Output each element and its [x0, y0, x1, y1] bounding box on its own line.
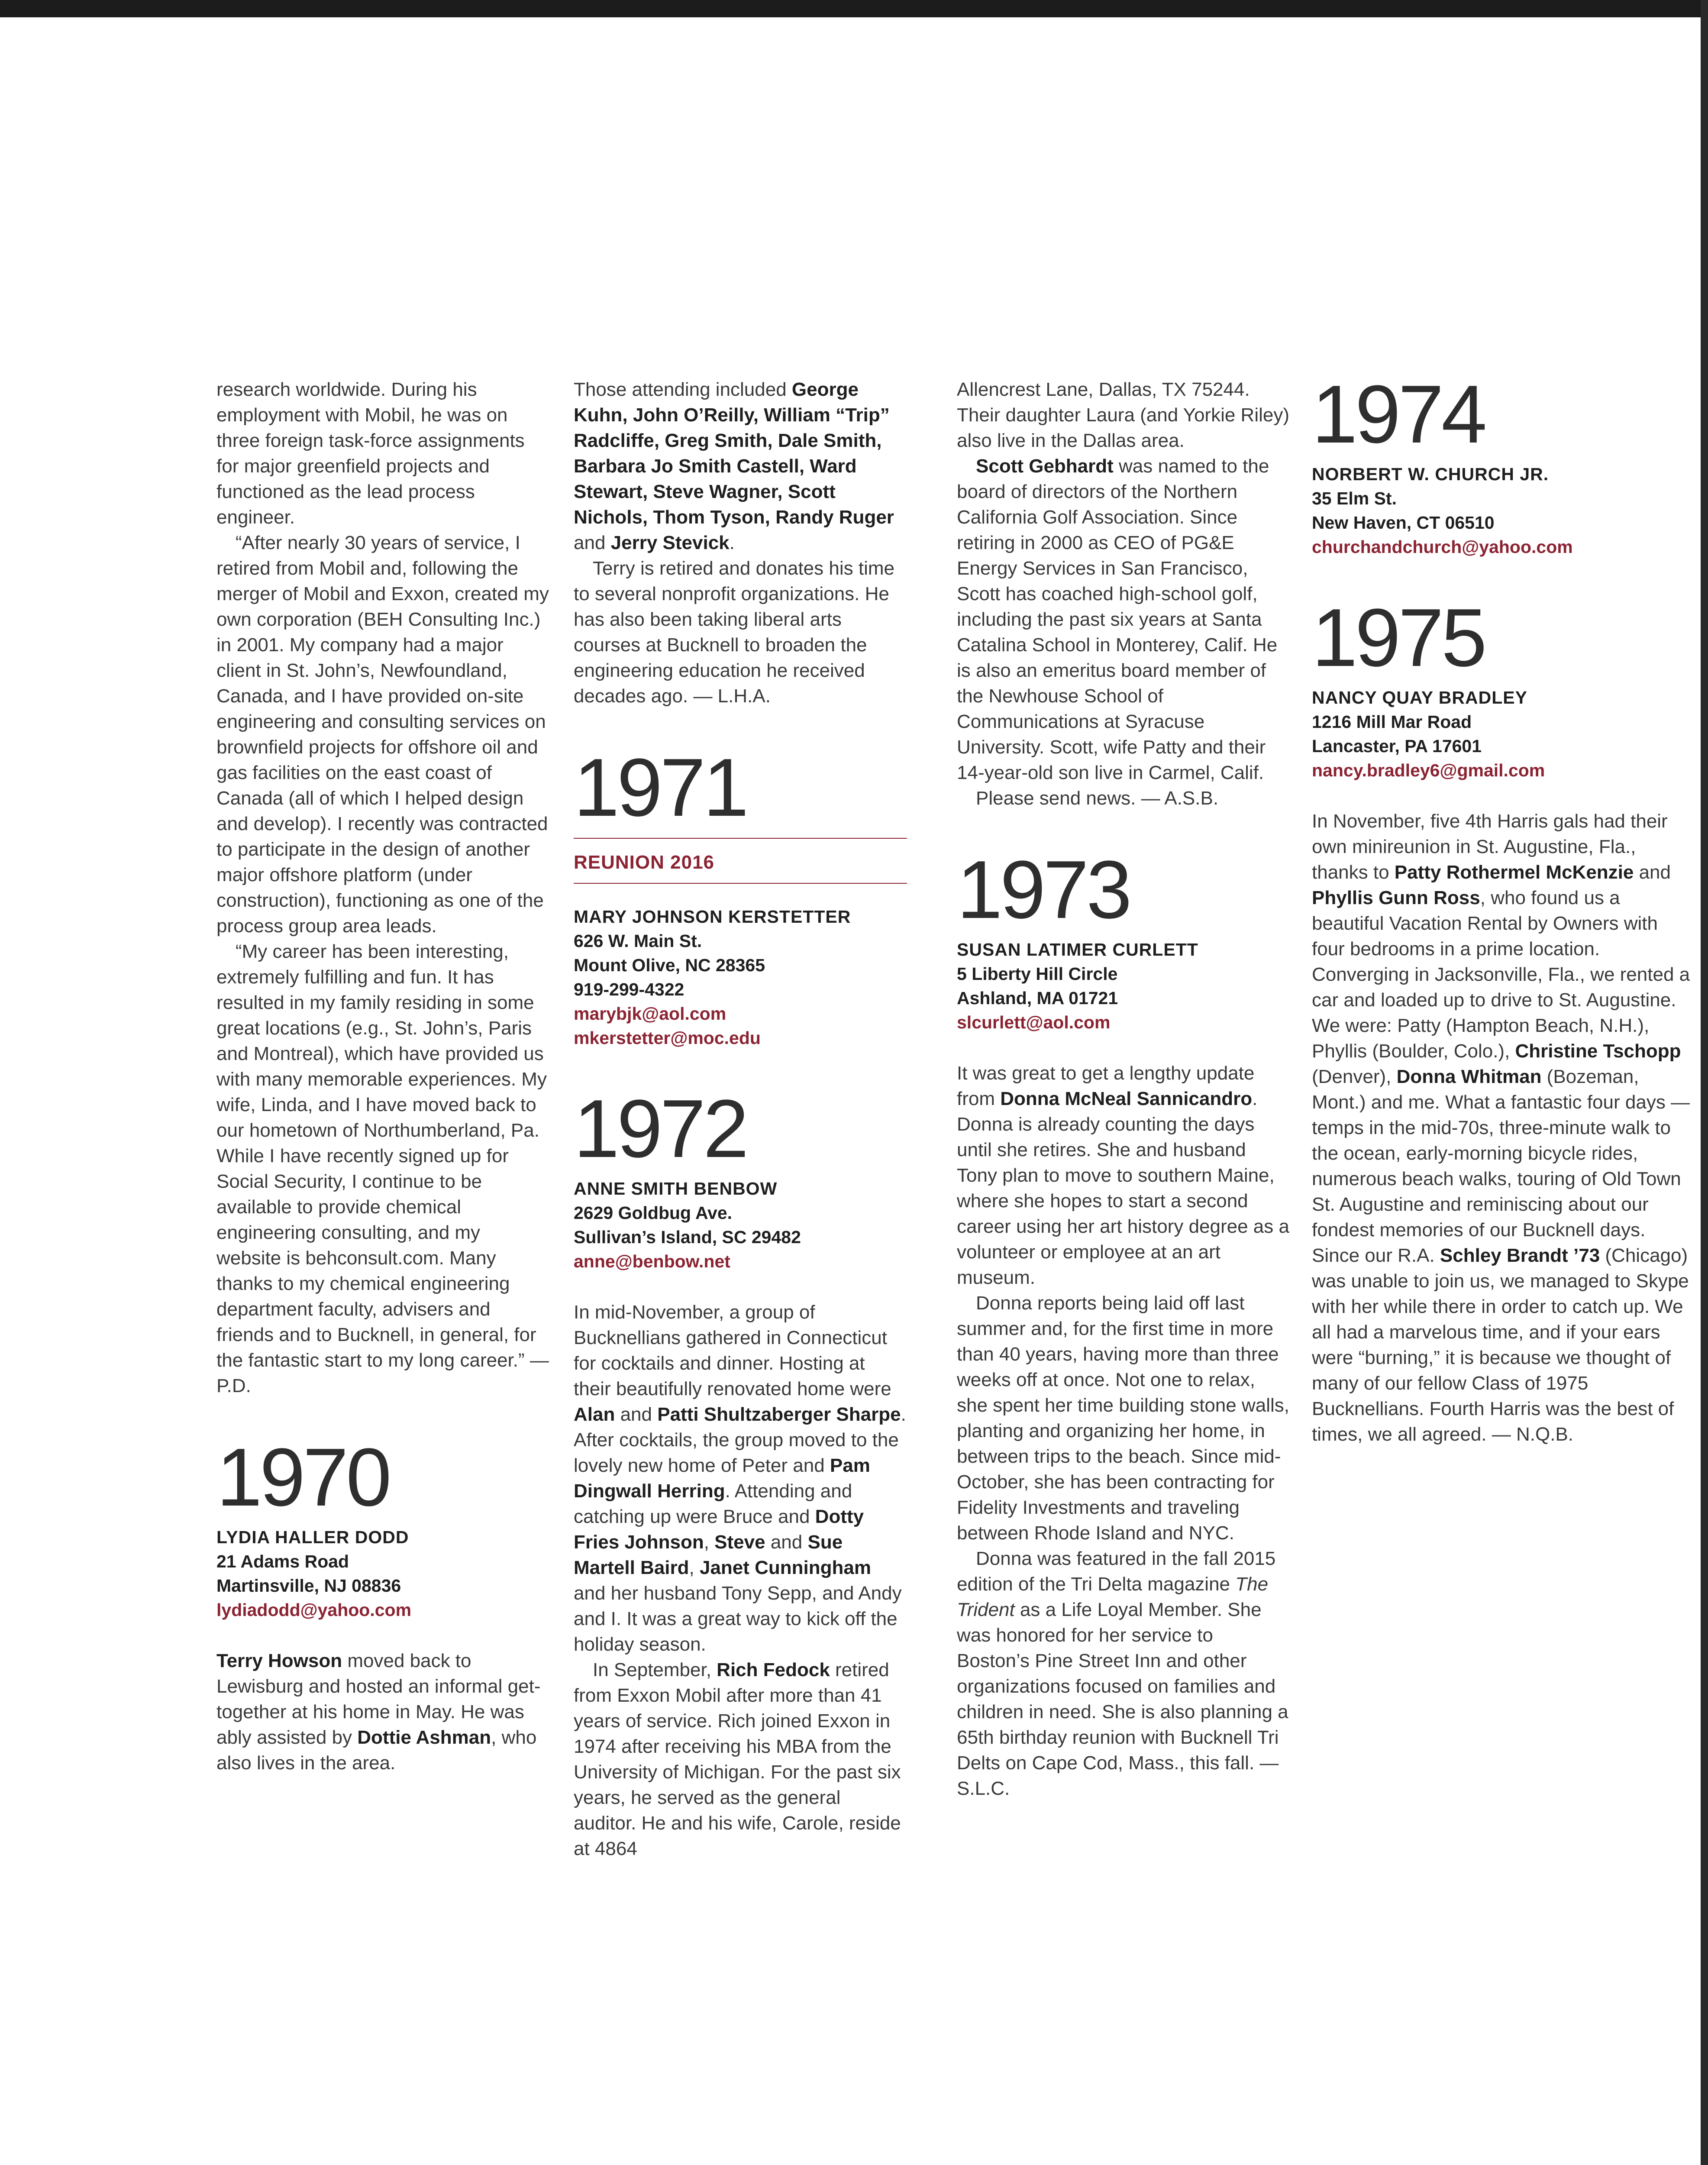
email-link[interactable]: anne@benbow.net [574, 1251, 730, 1271]
text-run: . Donna is already counting the days until she retires. She and husband Tony plan to move to southern Maine, where she hopes to start a second career using her art history degree as a volunteer or employee at an art museum. [957, 1088, 1289, 1288]
reunion-label: REUNION 2016 [574, 852, 715, 873]
column-2 [574, 377, 907, 1861]
text-run: Donna was featured in the fall 2015 edition of the Tri Delta magazine [957, 1548, 1276, 1595]
class-secretary-contact [957, 937, 1290, 1034]
paragraph: Allencrest Lane, Dallas, TX 75244. Their daughter Laura (and Yorkie Riley) also live in the Dallas area. [957, 379, 1290, 451]
class-year-heading: 1971 [574, 742, 746, 834]
address-line: New Haven, CT 06510 [1312, 513, 1495, 533]
alumni-name: Dottie Ashman [357, 1727, 491, 1748]
alumni-name: Jerry Stevick [610, 532, 730, 553]
text-run: (Chicago) was unable to join us, we managed to Skype with her while there in order to catch up. We all had a marvelous time, and if your ears were “burning,” it is because we thought of many of our fellow Class of 1975 Bucknellians. Fourth Harris was the best of times, we all agreed. — N.Q.B. [1312, 1245, 1689, 1445]
alumni-name: Donna McNeal Sannicandro [1000, 1088, 1253, 1109]
class-secretary-contact [1312, 462, 1693, 559]
email-link[interactable]: slcurlett@aol.com [957, 1012, 1111, 1032]
class-secretary-contact [216, 1525, 550, 1622]
address-line: 35 Elm St. [1312, 488, 1397, 508]
paragraph [957, 1060, 1290, 1290]
paragraph: Please send news. — A.S.B. [976, 788, 1219, 809]
paragraph: “My career has been interesting, extremely fulfilling and fun. It has resulted in my family residing in some great locations (e.g., St. John’s, Paris and Montreal), which have provided us with many memorable experiences. My wife, Linda, and I have moved back to our hometown of Northumberland, Pa. While I have recently signed up for Social Security, I continue to be available to provide chemical engineering consulting, and my website is behconsult.com. Many thanks to my chemical engineering department faculty, advisers and friends and to Bucknell, in general, for the fantastic start to my long career.” — P.D. [216, 941, 549, 1396]
alumni-name: Schley Brandt ’73 [1440, 1245, 1600, 1266]
paragraph [574, 1657, 907, 1861]
class-year-heading: 1973 [957, 844, 1130, 936]
text-run: In mid-November, a group of Bucknellians gathered in Connecticut for cocktails and dinner. Hosting at their beautifully renovated home were [574, 1302, 891, 1399]
text-run: and [1634, 862, 1671, 883]
text-run: , [704, 1532, 715, 1553]
text-run: was named to the board of directors of the Northern California Golf Association. Since retiring in 2000 as CEO of PG&E Energy Services in San Francisco, Scott has coached high-school golf, including the past six years at Santa Catalina School in Monterey, Calif. He is also an emeritus board member of the Newhouse School of Communications at Syracuse University. Scott, wife Patty and their 14-year-old son live in Carmel, Calif. [957, 456, 1278, 783]
email-link[interactable]: lydiadodd@yahoo.com [216, 1600, 412, 1620]
text-run: and her husband Tony Sepp, and Andy and I. It was a great way to kick off the holiday season. [574, 1583, 902, 1655]
class-secretary-contact [574, 905, 907, 1050]
address-line: 2629 Goldbug Ave. [574, 1203, 733, 1223]
paragraph [574, 377, 907, 556]
alumni-name: Steve [714, 1532, 765, 1553]
alumni-name: Donna Whitman [1396, 1066, 1542, 1087]
scan-right-edge [1701, 0, 1708, 2165]
alumni-name: Scott Gebhardt [976, 456, 1114, 477]
column-4 [1312, 368, 1693, 1447]
text-run: It was great to get a lengthy update from [957, 1063, 1255, 1109]
text-run: and [615, 1404, 658, 1425]
class-secretary-contact [574, 1176, 907, 1273]
text-run: , [689, 1557, 700, 1578]
text-run: and [574, 532, 611, 553]
text-run: and [765, 1532, 808, 1553]
paragraph [216, 1648, 550, 1776]
class-secretary-contact [1312, 685, 1693, 782]
address-line: 1216 Mill Mar Road [1312, 712, 1472, 732]
text-run: . After cocktails, the group moved to the lovely new home of Peter and [574, 1404, 906, 1476]
text-run: (Denver), [1312, 1066, 1397, 1087]
paragraph [574, 1299, 907, 1657]
secretary-name: NORBERT W. CHURCH JR. [1312, 464, 1549, 484]
secretary-name: ANNE SMITH BENBOW [574, 1179, 778, 1199]
address-line: 21 Adams Road [216, 1551, 349, 1571]
alumni-name: Dotty Fries Johnson [574, 1506, 864, 1553]
text-run: In November, five 4th Harris gals had their own minireunion in St. Augustine, Fla., thanks to [1312, 811, 1668, 883]
text-run: . [729, 532, 735, 553]
text-run: , who found us a beautiful Vacation Rental by Owners with four bedrooms in a prime location. Converging in Jacksonville, Fla., we rented a car and loaded up to drive to St. Augustine. We were: Patty (Hampton Beach, N.H.), Phyllis (Boulder, Colo.), [1312, 887, 1690, 1062]
text-run: moved back to Lewisburg and hosted an informal get-together at his home in May. He was ably assisted by [216, 1650, 541, 1748]
class-year-heading: 1972 [574, 1083, 746, 1175]
address-line: Mount Olive, NC 28365 [574, 955, 765, 975]
address-line: Martinsville, NJ 08836 [216, 1576, 401, 1596]
text-run: (Bozeman, Mont.) and me. What a fantastic four days — temps in the mid-70s, three-minute walk to the ocean, early-morning bicycle rides, numerous beach walks, touring of Old Town St. Augustine and reminiscing about our fondest memories of our Bucknell days. Since our R.A. [1312, 1066, 1690, 1266]
phone-number: 919-299-4322 [574, 979, 684, 999]
text-run: In September, [593, 1659, 717, 1680]
paragraph: research worldwide. During his employment with Mobil, he was on three foreign task-force assignments for major greenfield projects and functioned as the lead process engineer. [216, 379, 525, 528]
alumni-name: Patti Shultzaberger Sharpe [657, 1404, 901, 1425]
email-link[interactable]: marybjk@aol.com [574, 1004, 726, 1024]
text-run: . Attending and catching up were Bruce and [574, 1480, 852, 1527]
paragraph: Donna reports being laid off last summer and, for the first time in more than 40 years, having more than three weeks off at once. Not one to relax, she spent her time building stone walls, planting and organizing her home, in between trips to the beach. Since mid-October, she has been contracting for Fidelity Investments and traveling between Rhode Island and NYC. [957, 1293, 1289, 1544]
reunion-banner [574, 838, 907, 884]
email-link[interactable]: mkerstetter@moc.edu [574, 1028, 761, 1048]
scan-top-edge [0, 0, 1708, 17]
paragraph: Terry is retired and donates his time to several nonprofit organizations. He has also been taking liberal arts courses at Bucknell to broaden the engineering education he received decades ago. — L.H.A. [574, 558, 894, 707]
alumni-name: Phyllis Gunn Ross [1312, 887, 1480, 908]
secretary-name: NANCY QUAY BRADLEY [1312, 688, 1527, 708]
paragraph: “After nearly 30 years of service, I retired from Mobil and, following the merger of Mobil and Exxon, created my own corporation (BEH Consulting Inc.) in 2001. My company had a major client in St. John’s, Newfoundland, Canada, and I have provided on-site engineering and consulting services on brownfield projects for offshore oil and gas facilities on the east coast of Canada (all of which I helped design and develop). I recently was contracted to participate in the design of another major offshore platform (under construction), functioning as one of the process group area leads. [216, 532, 549, 937]
address-line: 626 W. Main St. [574, 931, 702, 951]
alumni-names: George Kuhn, John O’Reilly, William “Trip” Radcliffe, Greg Smith, Dale Smith, Barbara Jo Smith Castell, Ward Stewart, Steve Wagner, Scott Nichols, Thom Tyson, Randy Ruger [574, 379, 894, 528]
address-line: 5 Liberty Hill Circle [957, 964, 1118, 984]
paragraph [957, 1546, 1290, 1801]
alumni-name: Alan [574, 1404, 615, 1425]
alumni-name: Rich Fedock [717, 1659, 830, 1680]
email-link[interactable]: nancy.bradley6@gmail.com [1312, 760, 1545, 780]
address-line: Ashland, MA 01721 [957, 988, 1118, 1008]
column-1 [216, 377, 550, 1776]
email-link[interactable]: churchandchurch@yahoo.com [1312, 537, 1573, 557]
text-run: as a Life Loyal Member. She was honored for her service to Boston’s Pine Street Inn and other organizations focused on families and children in need. She is also planning a 65th birthday reunion with Bucknell Tri Delts on Cape Cod, Mass., this fall. — S.L.C. [957, 1599, 1288, 1799]
column-3 [957, 377, 1290, 1801]
text-run: , who also lives in the area. [216, 1727, 537, 1774]
secretary-name: LYDIA HALLER DODD [216, 1527, 409, 1547]
alumni-name: Janet Cunningham [699, 1557, 871, 1578]
secretary-name: SUSAN LATIMER CURLETT [957, 940, 1198, 960]
text-run: retired from Exxon Mobil after more than 41 years of service. Rich joined Exxon in 1974 after receiving his MBA from the University of Michigan. For the past six years, he served as the general auditor. He and his wife, Carole, reside at 4864 [574, 1659, 901, 1859]
class-year-heading: 1974 [1312, 368, 1485, 460]
secretary-name: MARY JOHNSON KERSTETTER [574, 907, 851, 927]
alumni-name: Sue Martell Baird [574, 1532, 843, 1578]
paragraph [1312, 808, 1693, 1447]
alumni-name: Pam Dingwall Herring [574, 1455, 870, 1502]
class-year-heading: 1975 [1312, 592, 1485, 684]
class-year-heading: 1970 [216, 1431, 389, 1523]
address-line: Lancaster, PA 17601 [1312, 736, 1482, 756]
address-line: Sullivan’s Island, SC 29482 [574, 1227, 801, 1247]
magazine-title: The Trident [957, 1574, 1269, 1620]
alumni-name: Patty Rothermel McKenzie [1394, 862, 1634, 883]
paragraph [957, 453, 1290, 785]
alumni-name: Terry Howson [216, 1650, 342, 1671]
text-run: Those attending included [574, 379, 792, 400]
alumni-name: Christine Tschopp [1515, 1040, 1681, 1062]
